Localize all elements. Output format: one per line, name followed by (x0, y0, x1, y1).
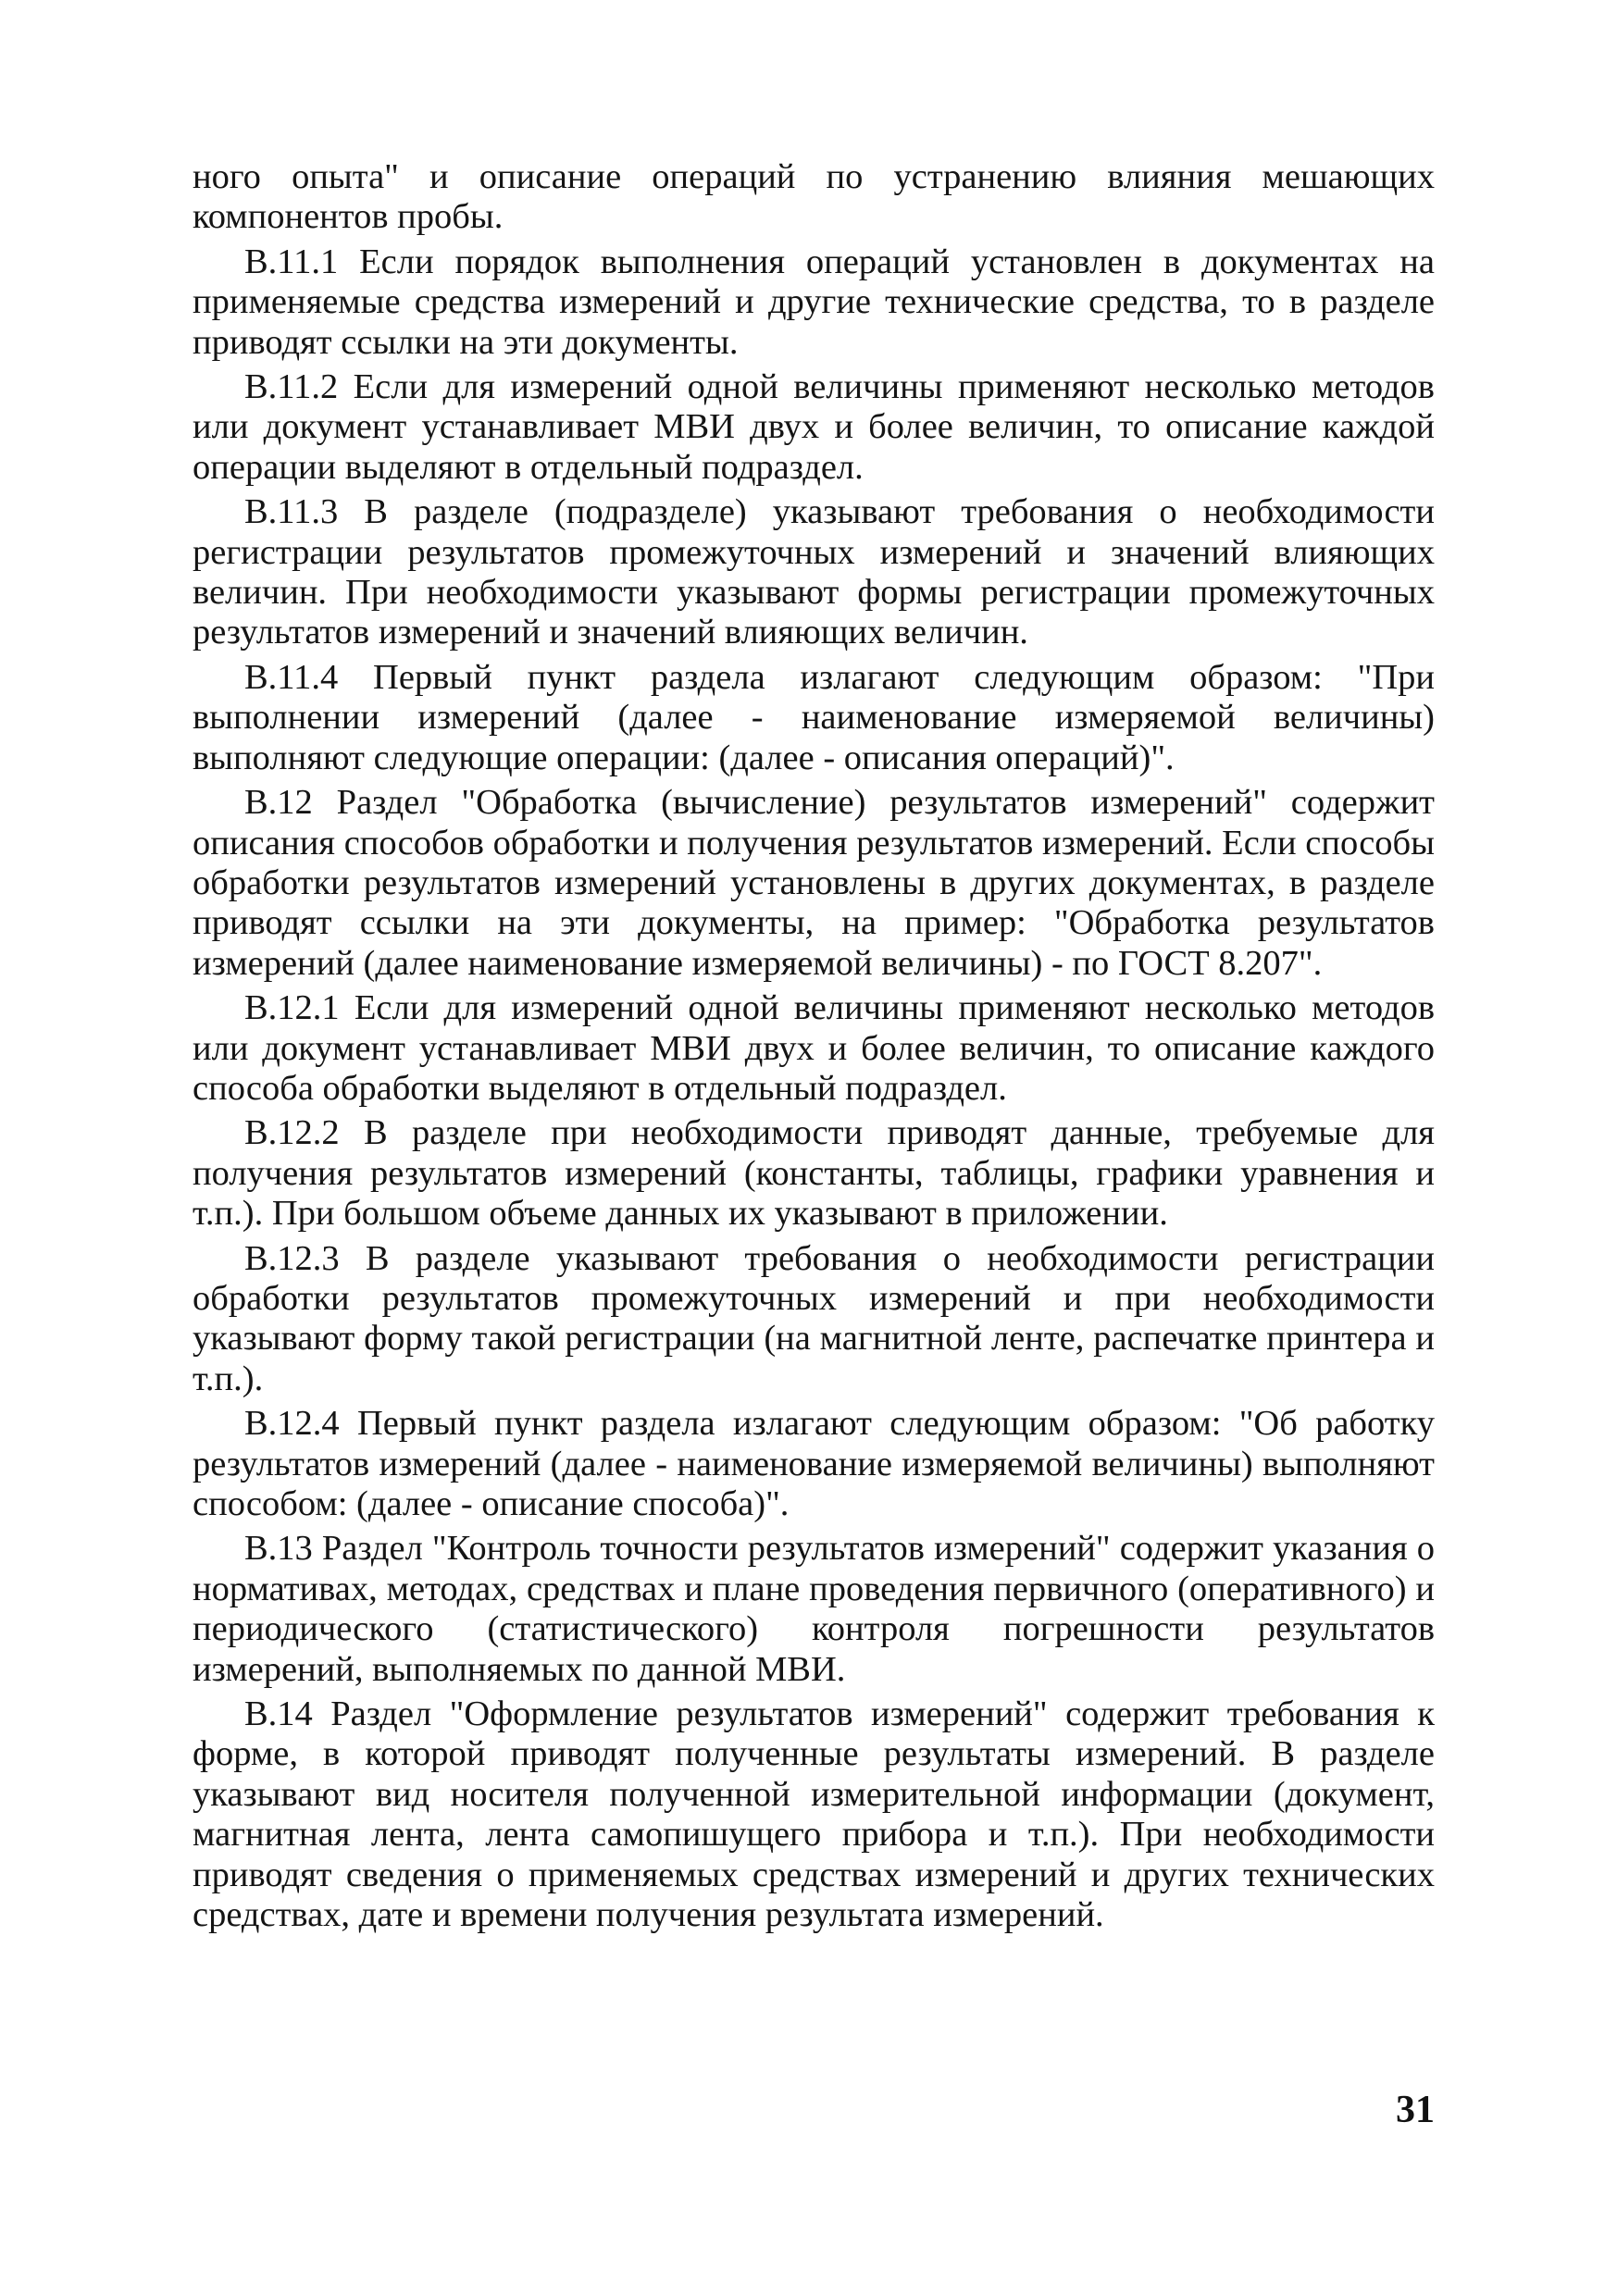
paragraph-b-11-4: В.11.4 Первый пункт раздела излагают следующим образом: "При выполнении измерений (далее - наименование измеряемой величины) выполняют следующие операции: (далее - описания операций)". (193, 657, 1435, 777)
paragraph-b-11-3: В.11.3 В разделе (подразделе) указывают требования о необходимости регистрации результатов промежуточных измерений и значений влияющих величин. При необходимости указывают формы регистрации промежуточных результатов измерений и значений влияющих величин. (193, 492, 1435, 652)
paragraph-b-12: В.12 Раздел "Обработка (вычисление) результатов измерений" содержит описания способов обработки и получения результатов измерений. Если способы обработки результатов измерений установлены в других документах, в разделе приводят ссылки на эти документы, на пример: "Обработка результатов измерений (далее наименование измеряемой величины) - по ГОСТ 8.207". (193, 783, 1435, 983)
paragraph-b-12-4: В.12.4 Первый пункт раздела излагают следующим образом: "Об работку результатов измерений (далее - наименование измеряемой величины) выполняют способом: (далее - описание способа)". (193, 1404, 1435, 1523)
paragraph-b-12-3: В.12.3 В разделе указывают требования о необходимости регистрации обработки результатов промежуточных измерений и при необходимости указывают форму такой регистрации (на магнитной ленте, распечатке принтера и т.п.). (193, 1238, 1435, 1398)
page-number: 31 (1396, 2089, 1435, 2131)
paragraph-continuation: ного опыта" и описание операций по устранению влияния мешающих компонентов пробы. (193, 157, 1435, 237)
paragraph-b-13: В.13 Раздел "Контроль точности результатов измерений" содержит указания о нормативах, методах, средствах и плане проведения первичного (оперативного) и периодического (статистического) контроля погрешности результатов измерений, выполняемых по данной МВИ. (193, 1529, 1435, 1689)
paragraph-b-12-2: В.12.2 В разделе при необходимости приводят данные, требуемые для получения результатов измерений (константы, таблицы, графики уравнения и т.п.). При большом объеме данных их указывают в приложении. (193, 1113, 1435, 1234)
document-body (193, 157, 1435, 1940)
paragraph-b-14: В.14 Раздел "Оформление результатов измерений" содержит требования к форме, в которой приводят полученные результаты измерений. В разделе указывают вид носителя полученной измерительной информации (документ, магнитная лента, лента самопишущего прибора и т.п.). При необходимости приводят сведения о применяемых средствах измерений и других технических средствах, дате и времени получения результата измерений. (193, 1694, 1435, 1935)
paragraph-b-11-2: В.11.2 Если для измерений одной величины применяют несколько методов или документ устанавливает МВИ двух и более величин, то описание каждой операции выделяют в отдельный подраздел. (193, 367, 1435, 487)
paragraph-b-11-1: В.11.1 Если порядок выполнения операций установлен в документах на применяемые средства измерений и другие технические средства, то в разделе приводят ссылки на эти документы. (193, 242, 1435, 362)
paragraph-b-12-1: В.12.1 Если для измерений одной величины применяют несколько методов или документ устанавливает МВИ двух и более величин, то описание каждого способа обработки выделяют в отдельный подраздел. (193, 988, 1435, 1108)
